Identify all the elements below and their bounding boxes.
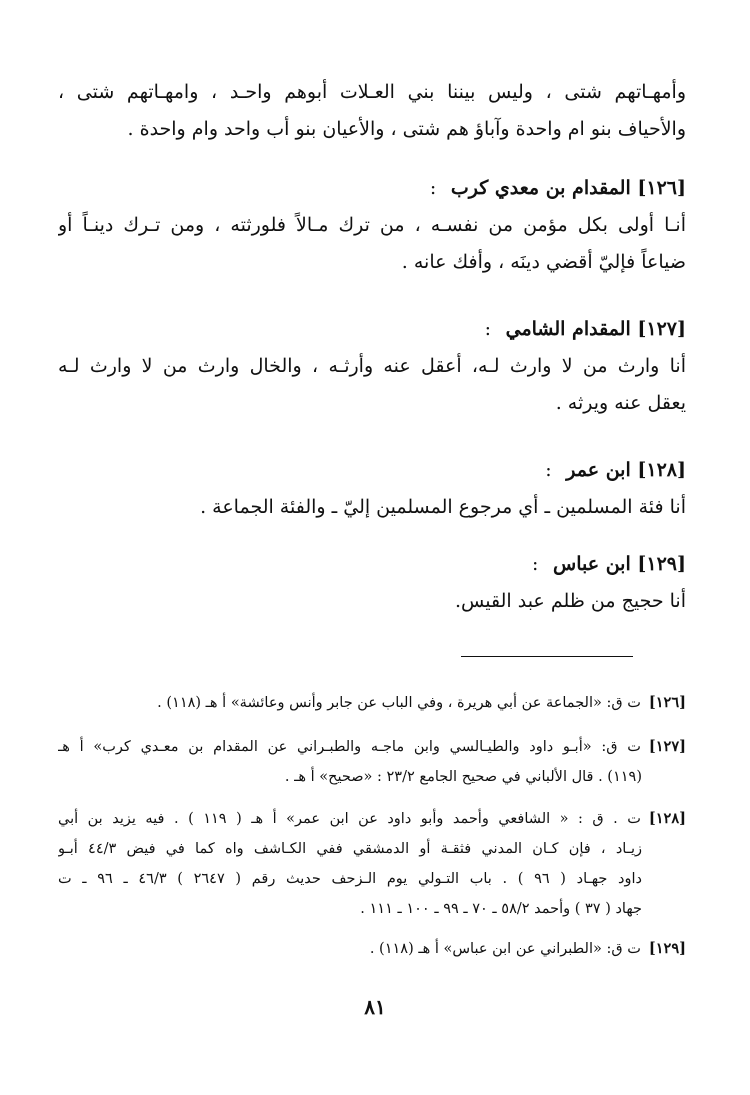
footnote-129 [58, 934, 686, 964]
page-number: ٨١ [364, 995, 386, 1019]
footnote-line: جهاد ( ٣٧ ) وأحمد ٥٨/٢ ـ ٧٠ ـ ٩٩ ـ ١٠٠ ـ ١١١ . [360, 901, 642, 917]
footnote-line: زيـاد ، فإن كـان المدني فثقـة أو الدمشقي ففي الكـاشف واه كما في فيض ٤٤/٣ أبـو [58, 841, 642, 857]
footnote-128 [58, 804, 686, 924]
footnote-text: ت ق: «الطبراني عن ابن عباس» أ هـ (١١٨) . [369, 941, 641, 957]
entry-127 [58, 311, 686, 422]
footnote-126 [58, 688, 686, 718]
footnote-text: ت ق: «الجماعة عن أبي هريرة ، وفي الباب عن جابر وأنس وعائشة» أ هـ (١١٨) . [157, 695, 641, 711]
entry-number: [١٢٧] [637, 318, 686, 340]
footnote-number: [١٢٦] [648, 694, 686, 711]
entry-title: ابن عباس [553, 553, 631, 575]
footnote-text: ت . ق : « الشافعي وأحمد وأبو داود عن ابن عمر» أ هـ ( ١١٩ ) . فيه يزيد بن أبي [58, 811, 641, 827]
entry-heading [58, 311, 686, 348]
entry-colon: : [545, 459, 552, 481]
entry-title: ابن عمر [566, 459, 631, 481]
entry-heading [58, 170, 686, 207]
footnote-number: [١٢٩] [648, 940, 686, 957]
entry-text-line: أنـا أولى بكل مؤمن من نفسـه ، من ترك مـالاً فلورثته ، ومن تـرك دينـاً أو [58, 214, 686, 236]
entry-text-line: أنا وارث من لا وارث لـه، أعقل عنه وأرثـه ، والخال وارث من لا وارث لـه [58, 355, 686, 377]
entry-text-line: أنا حجيج من ظلم عبد القيس. [455, 590, 686, 612]
entry-text-line: ضياعاً فإليّ أقضي دينَه ، وأفك عانه . [401, 251, 686, 273]
footnote-line [58, 804, 686, 834]
entry-colon: : [429, 177, 437, 199]
entry-number: [١٢٦] [637, 177, 686, 199]
footnote-line: داود جهـاد ( ٩٦ ) . باب التـولي يوم الـزحف حديث رقم ( ٢٦٤٧ ) ٤٦/٣ ـ ٩٦ ـ ت [58, 871, 642, 887]
footnote-line [58, 732, 686, 762]
entry-colon: : [532, 553, 539, 575]
entry-number: [١٢٨] [637, 459, 686, 481]
footnote-127 [58, 732, 686, 792]
intro-paragraph [58, 74, 686, 148]
footnote-separator [461, 656, 633, 657]
entry-title: المقدام الشامي [505, 318, 631, 340]
footnote-line [58, 934, 686, 964]
entry-text-line: يعقل عنه ويرثه . [555, 392, 686, 414]
entry-number: [١٢٩] [637, 553, 686, 575]
entry-129 [58, 546, 686, 620]
entry-text-line: أنا فئة المسلمين ـ أي مرجوع المسلمين إليّ ـ والفئة الجماعة . [200, 496, 686, 518]
intro-line-2: والأحياف بنو ام واحدة وآباؤ هم شتى ، والأعيان بنو أب واحد وام واحدة . [127, 118, 686, 140]
footnote-number: [١٢٨] [648, 810, 686, 827]
footnote-number: [١٢٧] [648, 738, 686, 755]
entry-heading [58, 546, 686, 583]
entry-126 [58, 170, 686, 281]
entry-title: المقدام بن معدي كرب [450, 177, 631, 199]
entry-heading [58, 452, 686, 489]
footnote-line: (١١٩) . قال الألباني في صحيح الجامع ٢٣/٢ : «صحيح» أ هـ . [284, 769, 642, 785]
entry-128 [58, 452, 686, 526]
footnote-text: ت ق: «أبـو داود والطيـالسي وابن ماجـه والطبـراني عن المقدام بن معـدي كرب» أ هـ [58, 739, 641, 755]
intro-line-1: وأمهـاتهم شتى ، وليس بيننا بني العـلات أبوهم واحـد ، وامهـاتهم شتى ، [58, 81, 686, 103]
footnote-line [58, 688, 686, 718]
entry-colon: : [484, 318, 491, 340]
